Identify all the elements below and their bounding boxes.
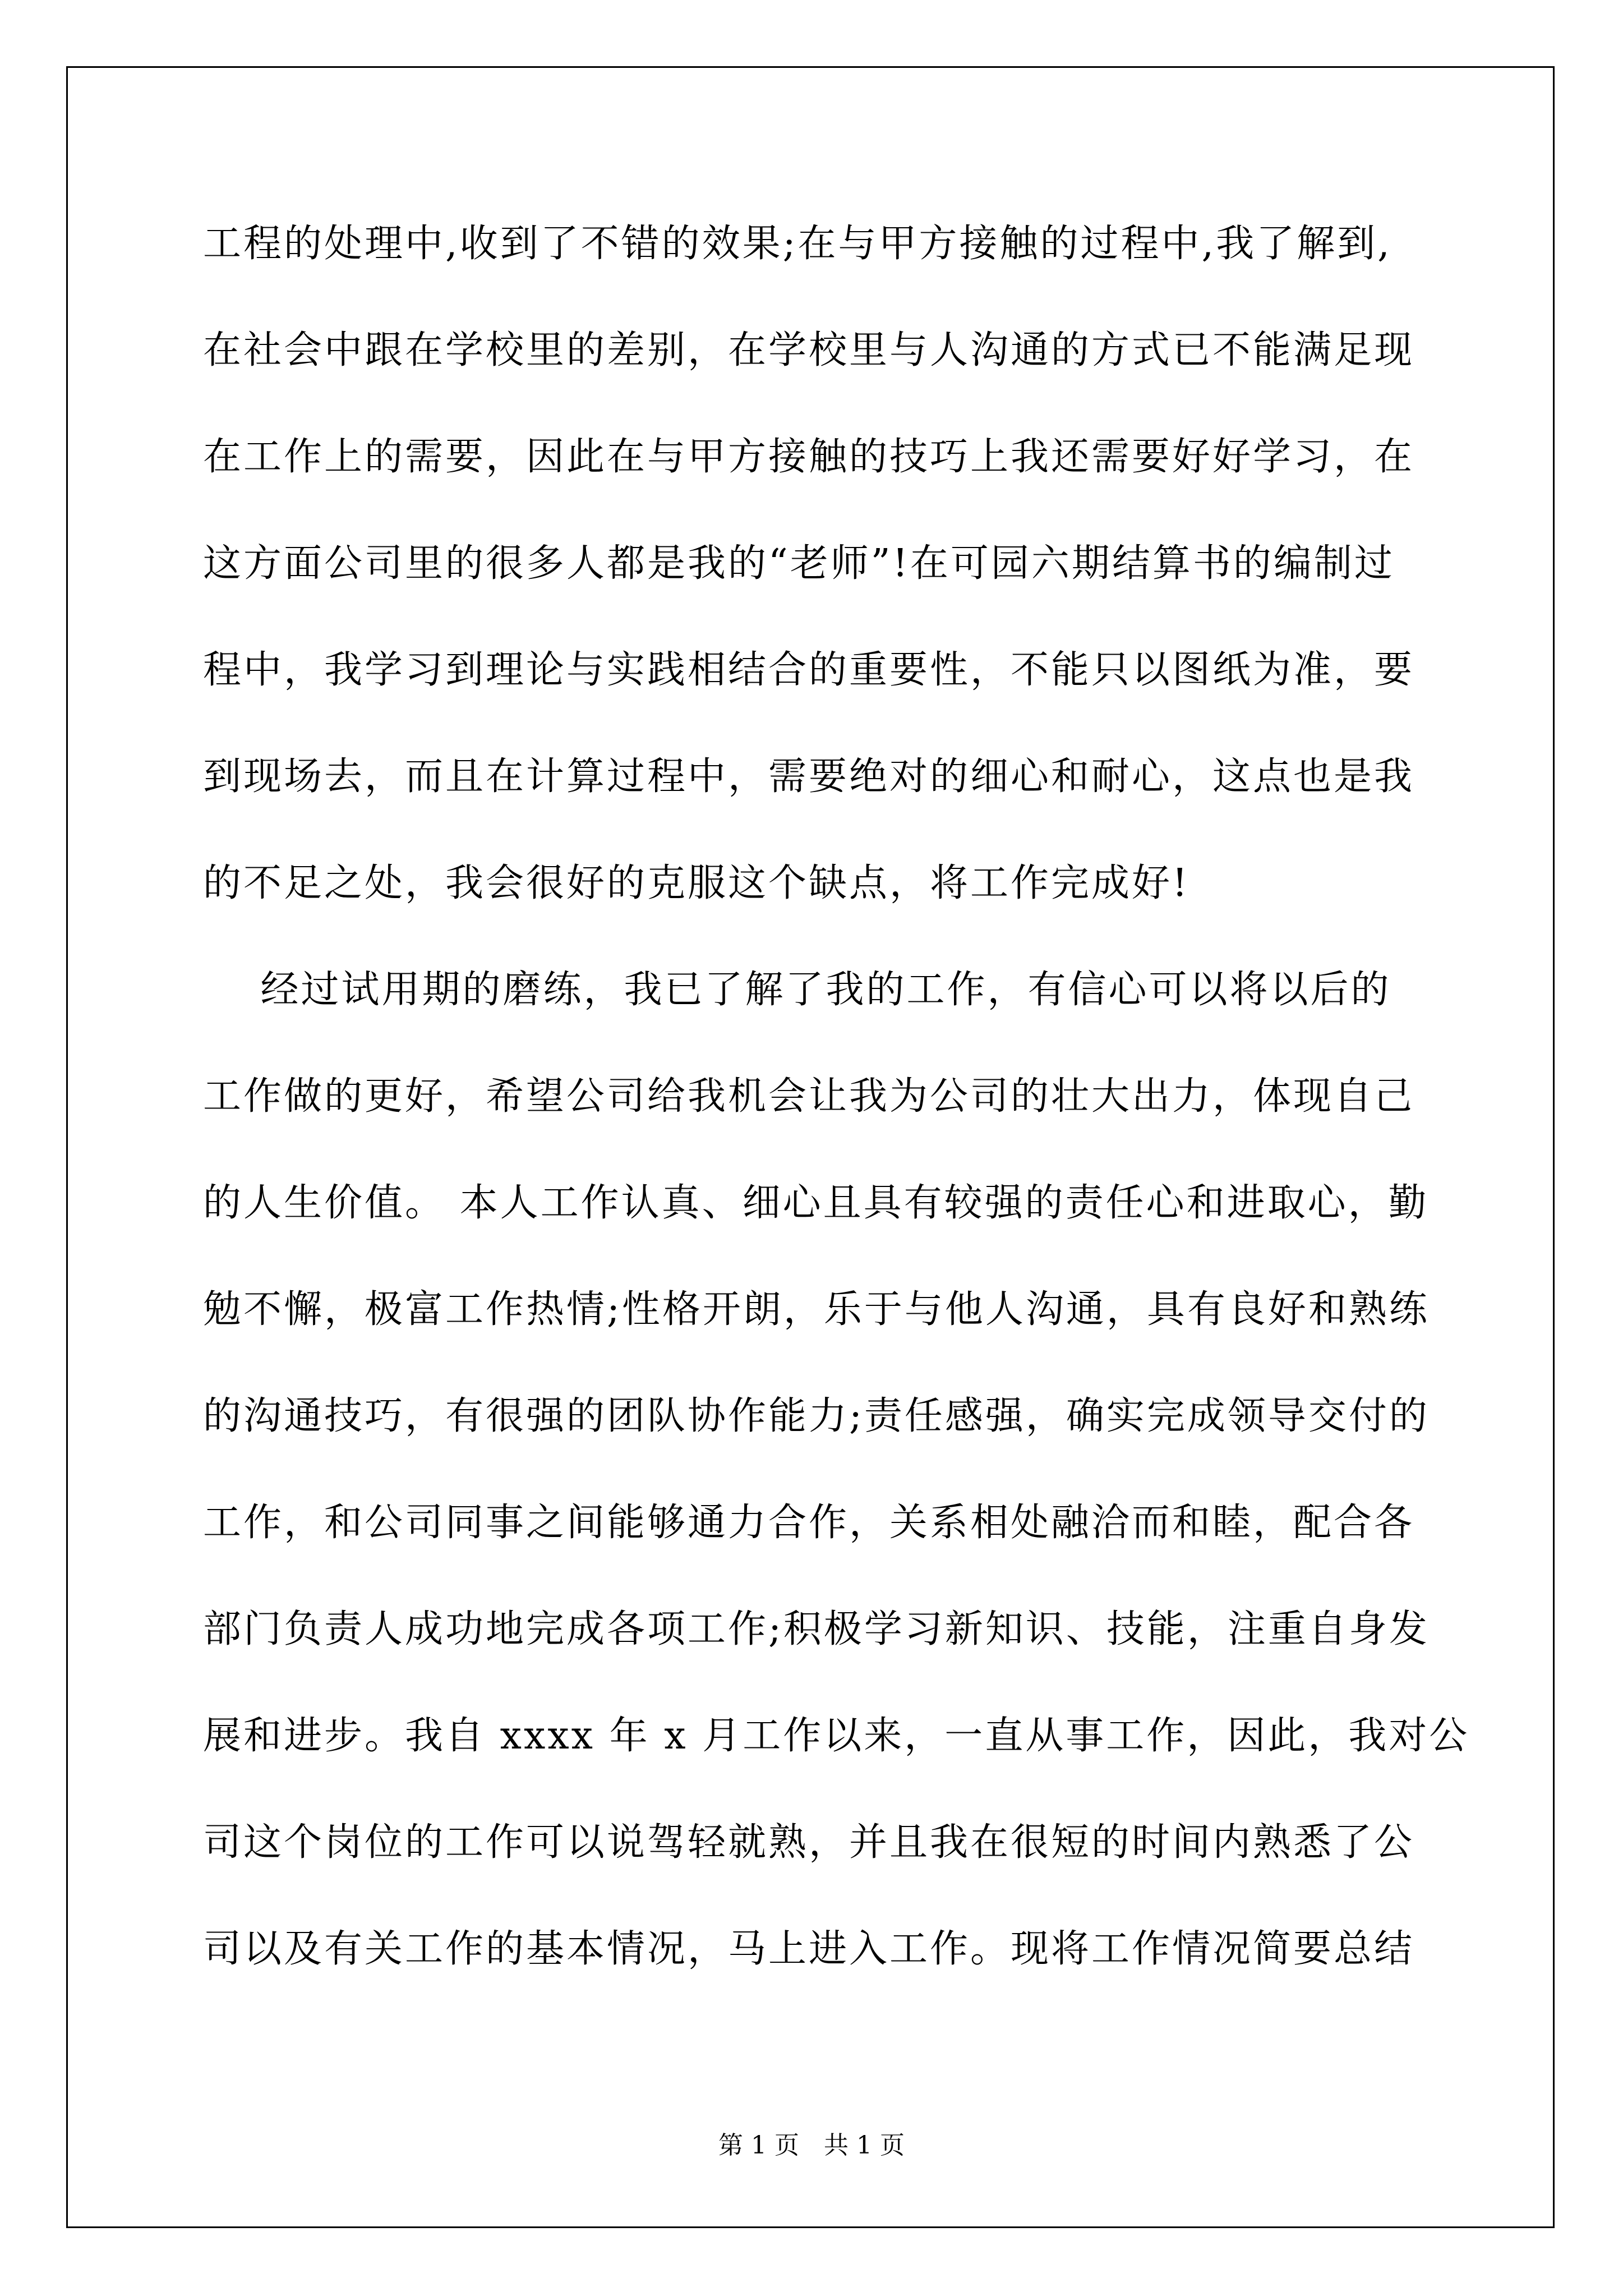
text-line: 工作做的更好，希望公司给我机会让我为公司的壮大出力，体现自己 <box>203 1074 1415 1119</box>
text-line: 的人生价值。 本人工作认真、细心且具有较强的责任心和进取心，勤 <box>203 1181 1429 1225</box>
text-line: 勉不懈，极富工作热情;性格开朗，乐于与他人沟通，具有良好和熟练 <box>203 1287 1430 1332</box>
page-footer: 第 1 页 共 1 页 <box>718 2131 905 2160</box>
document-body <box>203 191 1470 2003</box>
text-line: 这方面公司里的很多人都是我的“老师”!在可园六期结算书的编制过 <box>203 541 1395 586</box>
text-line: 的不足之处，我会很好的克服这个缺点，将工作完成好! <box>203 861 1190 905</box>
text-line: 司这个岗位的工作可以说驾轻就熟，并且我在很短的时间内熟悉了公 <box>203 1820 1415 1865</box>
text-line: 部门负责人成功地完成各项工作;积极学习新知识、技能，注重自身发 <box>203 1607 1430 1651</box>
text-line: 工作，和公司同事之间能够通力合作，关系相处融洽而和睦，配合各 <box>203 1501 1415 1545</box>
text-line: 在工作上的需要，因此在与甲方接触的技巧上我还需要好好学习，在 <box>203 435 1415 479</box>
text-line: 的沟通技巧，有很强的团队协作能力;责任感强，确实完成领导交付的 <box>203 1394 1430 1438</box>
text-line: 工程的处理中,收到了不错的效果;在与甲方接触的过程中,我了解到, <box>203 222 1392 266</box>
text-line: 程中，我学习到理论与实践相结合的重要性，不能只以图纸为准，要 <box>203 648 1415 692</box>
text-line: 在社会中跟在学校里的差别，在学校里与人沟通的方式已不能满足现 <box>203 328 1415 372</box>
text-line: 展和进步。我自 xxxx 年 x 月工作以来，一直从事工作，因此，我对公 <box>203 1714 1470 1758</box>
text-line: 司以及有关工作的基本情况，马上进入工作。现将工作情况简要总结 <box>203 1927 1415 1971</box>
text-line: 经过试用期的磨练，我已了解了我的工作，有信心可以将以后的 <box>203 968 1391 1012</box>
text-line: 到现场去，而且在计算过程中，需要绝对的细心和耐心，这点也是我 <box>203 754 1415 799</box>
